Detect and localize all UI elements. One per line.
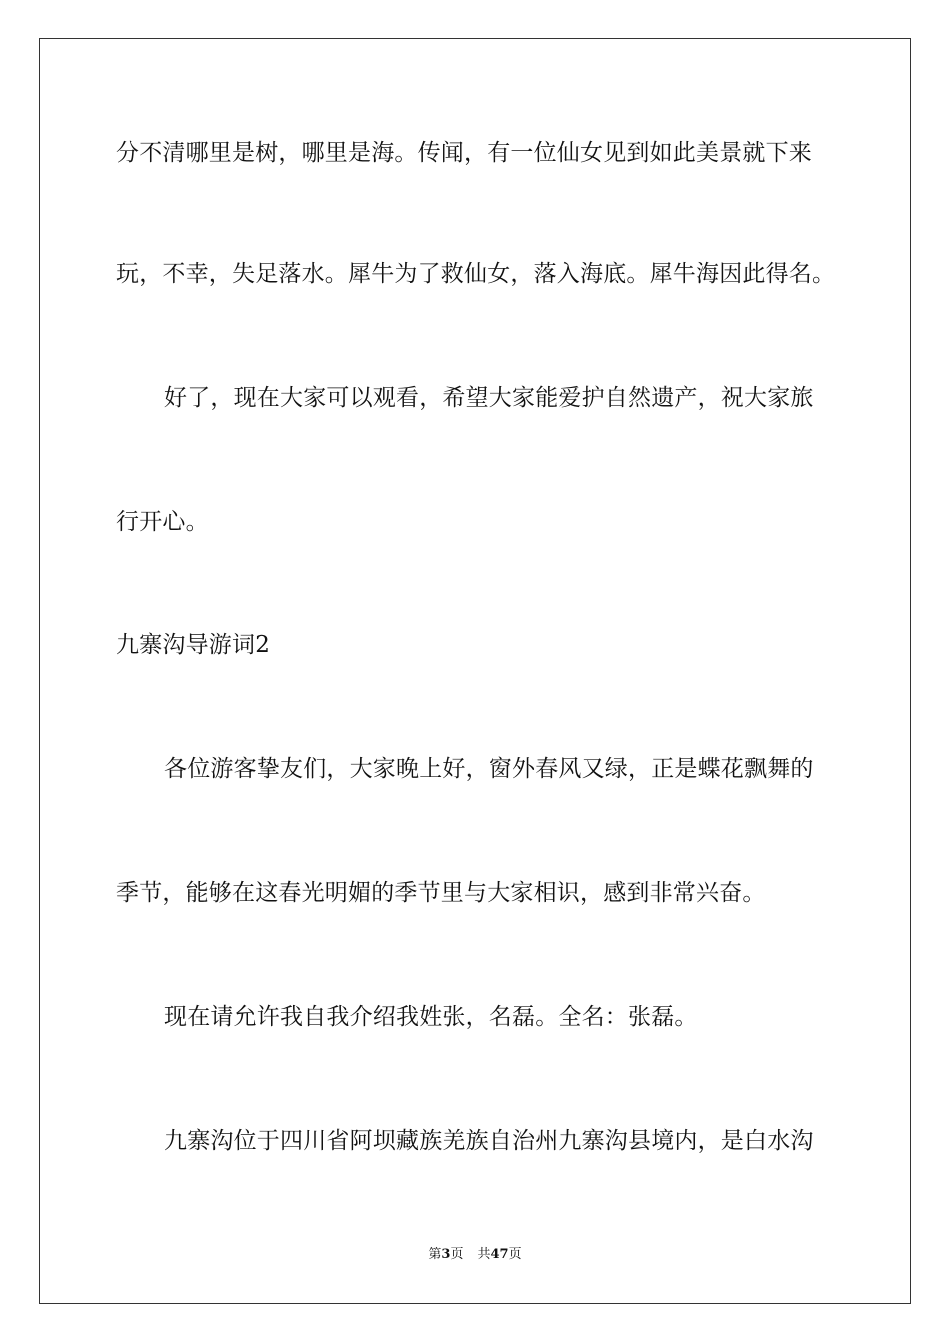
paragraph-line-8: 现在请允许我自我介绍我姓张，名磊。全名：张磊。 xyxy=(164,1004,698,1030)
body-line-2: 玩，不幸，失足落水。犀牛为了救仙女，落入海底。犀牛海因此得名。 xyxy=(116,261,836,287)
page-footer xyxy=(0,1246,950,1264)
body-line-4: 行开心。 xyxy=(116,509,209,535)
body-line-7: 季节，能够在这春光明媚的季节里与大家相识，感到非常兴奋。 xyxy=(116,880,766,906)
footer-total-prefix: 共 xyxy=(477,1247,491,1262)
footer-page-number: 3 xyxy=(441,1247,451,1262)
page-border xyxy=(39,38,911,1304)
paragraph-line-3: 好了，现在大家可以观看，希望大家能爱护自然遗产，祝大家旅 xyxy=(164,385,814,411)
paragraph-line-9: 九寨沟位于四川省阿坝藏族羌族自治州九寨沟县境内，是白水沟 xyxy=(164,1128,814,1154)
body-line-1: 分不清哪里是树，哪里是海。传闻，有一位仙女见到如此美景就下来 xyxy=(116,140,812,166)
section-heading: 九寨沟导游词2 xyxy=(116,632,271,658)
footer-total-pages: 47 xyxy=(490,1247,509,1262)
paragraph-line-6: 各位游客挚友们，大家晚上好，窗外春风又绿，正是蝶花飘舞的 xyxy=(164,756,814,782)
footer-page-suffix: 页 xyxy=(450,1247,464,1262)
footer-page-prefix: 第 xyxy=(428,1247,442,1262)
footer-total-suffix: 页 xyxy=(508,1247,522,1262)
